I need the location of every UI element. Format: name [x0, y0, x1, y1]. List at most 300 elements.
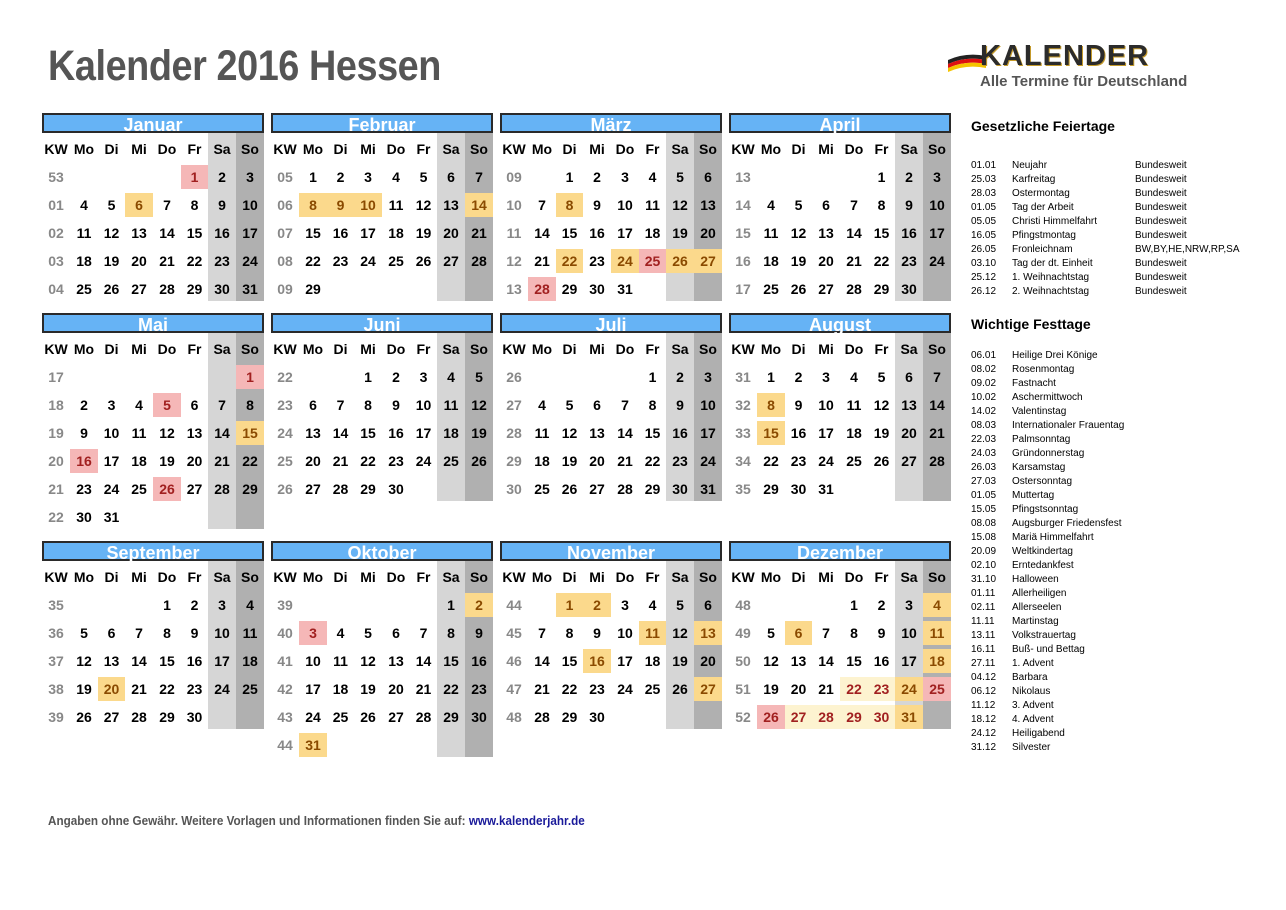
weekday-header: KW [273, 341, 297, 357]
weekday-header: Di [104, 341, 119, 357]
festive-day-row [971, 713, 1271, 727]
weekday-header: KW [731, 569, 755, 585]
festive-name: Halloween [1012, 574, 1059, 585]
day-cell: 19 [790, 253, 807, 269]
holiday-date: 05.05 [971, 216, 997, 227]
weekday-header: Fr [187, 341, 202, 357]
day-cell: 14 [818, 653, 834, 669]
week-number: 43 [277, 709, 293, 725]
day-cell: 21 [929, 425, 945, 441]
day-cell: 7 [419, 625, 428, 641]
week-number: 16 [735, 253, 751, 269]
day-cell: 4 [336, 625, 345, 641]
day-cell: 28 [131, 709, 147, 725]
day-cell: 22 [644, 453, 661, 469]
festday-day: 31 [299, 733, 327, 757]
weekday-header: Di [104, 141, 119, 157]
day-cell: 4 [447, 369, 455, 385]
day-cell: 14 [846, 225, 862, 241]
day-cell: 16 [901, 225, 917, 241]
day-cell: 17 [700, 425, 716, 441]
weekday-header: KW [502, 141, 526, 157]
festive-name: Ostersonntag [1012, 476, 1073, 487]
day-cell: 26 [790, 281, 807, 297]
month-grid [271, 133, 493, 301]
day-cell: 29 [242, 481, 258, 497]
week-number: 37 [48, 653, 64, 669]
weekday-header: Mi [589, 341, 605, 357]
day-cell: 4 [246, 597, 254, 613]
holiday-date: 03.10 [971, 258, 997, 269]
week-number: 35 [735, 481, 751, 497]
day-cell: 28 [617, 481, 633, 497]
day-cell: 27 [186, 481, 203, 497]
day-cell: 19 [76, 681, 92, 697]
festive-date: 24.12 [971, 728, 997, 739]
week-number: 18 [48, 397, 64, 413]
day-cell: 17 [818, 425, 834, 441]
week-number: 22 [277, 369, 293, 385]
weekday-header: KW [44, 569, 68, 585]
day-cell: 30 [589, 709, 605, 725]
weekday-header: Di [791, 341, 806, 357]
month-april [729, 113, 951, 297]
festday-day: 8 [299, 193, 327, 217]
holiday-day: 25 [923, 677, 951, 701]
week-number: 25 [277, 453, 293, 469]
holiday-date: 26.05 [971, 244, 997, 255]
festive-name: Pfingstsonntag [1012, 504, 1079, 515]
day-cell: 29 [763, 481, 779, 497]
day-cell: 15 [561, 225, 578, 241]
weekday-header: Mo [73, 141, 95, 157]
day-cell: 2 [218, 169, 226, 185]
holiday-name: Karfreitag [1012, 174, 1056, 185]
day-cell: 12 [873, 397, 890, 413]
month-grid [500, 333, 722, 501]
weekday-header: Mi [360, 141, 376, 157]
weekday-header: Do [615, 341, 635, 357]
holiday-region: BW,BY,HE,NRW,RP,SA [1135, 244, 1240, 255]
festive-date: 14.02 [971, 406, 997, 417]
festive-day-row [971, 489, 1271, 503]
weekday-header: Do [844, 569, 864, 585]
day-cell: 20 [443, 225, 459, 241]
week-number: 12 [506, 253, 522, 269]
holiday-region: Bundesweit [1135, 202, 1187, 213]
day-cell: 9 [905, 197, 913, 213]
week-number: 08 [277, 253, 293, 269]
festive-day-row [971, 629, 1271, 643]
day-cell: 2 [336, 169, 345, 185]
day-cell: 4 [80, 197, 88, 213]
day-cell: 23 [214, 253, 230, 269]
weekday-header: Do [844, 341, 864, 357]
day-cell: 21 [818, 681, 834, 697]
festive-date: 10.02 [971, 392, 997, 403]
day-cell: 23 [672, 453, 688, 469]
festive-name: Heilige Drei Könige [1012, 350, 1098, 361]
festive-date: 26.03 [971, 462, 997, 473]
festive-name: Buß- und Bettag [1012, 644, 1085, 655]
festive-day-row [971, 447, 1271, 461]
day-cell: 3 [107, 397, 116, 413]
day-cell: 21 [846, 253, 862, 269]
day-cell: 4 [648, 597, 657, 613]
logo-subtitle: Alle Termine für Deutschland [980, 73, 1188, 90]
day-cell: 22 [443, 681, 459, 697]
weekday-header: Mo [760, 141, 782, 157]
legal-holidays-heading: Gesetzliche Feiertage [971, 118, 1115, 134]
day-cell: 7 [218, 397, 226, 413]
day-cell: 16 [790, 425, 807, 441]
festive-name: Gründonnerstag [1012, 448, 1085, 459]
day-cell: 27 [901, 453, 917, 469]
day-cell: 20 [700, 653, 716, 669]
kalender-logo[interactable] [946, 40, 1216, 95]
festive-date: 01.05 [971, 490, 997, 501]
day-cell: 9 [80, 425, 88, 441]
day-cell: 23 [868, 677, 895, 701]
festive-day-row [971, 727, 1271, 741]
day-cell: 8 [246, 397, 254, 413]
weekday-header: Sa [442, 569, 460, 585]
weekday-header: Do [157, 569, 177, 585]
weekday-header: Fr [645, 341, 660, 357]
festive-name: Augsburger Friedensfest [1012, 518, 1122, 529]
weekday-header: Di [562, 341, 577, 357]
day-cell: 1 [447, 597, 455, 613]
day-cell: 7 [475, 169, 483, 185]
week-number: 01 [48, 197, 64, 213]
day-cell: 25 [846, 453, 862, 469]
festday-day: 24 [611, 249, 639, 273]
day-cell: 11 [131, 425, 147, 441]
day-cell: 10 [818, 397, 834, 413]
day-cell: 21 [214, 453, 230, 469]
week-number: 32 [735, 397, 751, 413]
day-cell: 1 [163, 597, 171, 613]
day-cell: 5 [475, 369, 483, 385]
month-grid [500, 133, 722, 301]
day-cell: 23 [186, 681, 203, 697]
day-cell: 20 [790, 681, 807, 697]
day-cell: 22 [159, 681, 175, 697]
festive-date: 06.12 [971, 686, 997, 697]
festive-day-row [971, 671, 1271, 685]
day-cell: 21 [534, 681, 550, 697]
month-header: Mai [42, 313, 264, 333]
page-title: Kalender 2016 Hessen [48, 42, 441, 90]
day-cell: 27 [388, 709, 404, 725]
legal-holiday-row [971, 243, 1271, 257]
legal-holiday-row [971, 257, 1271, 271]
month-header: Dezember [729, 541, 951, 561]
weekday-header: Mo [760, 569, 782, 585]
month-header: Januar [42, 113, 264, 133]
weekday-header: Fr [416, 341, 431, 357]
month-grid [500, 561, 722, 729]
weekday-header: Mi [818, 341, 834, 357]
festive-day-row [971, 643, 1271, 657]
festday-day: 13 [694, 621, 722, 645]
day-cell: 3 [704, 369, 712, 385]
holiday-date: 25.03 [971, 174, 997, 185]
day-cell: 4 [135, 397, 143, 413]
day-cell: 24 [103, 481, 120, 497]
day-cell: 27 [103, 709, 120, 725]
day-cell: 17 [415, 425, 432, 441]
day-cell: 18 [131, 453, 147, 469]
day-cell: 18 [332, 681, 349, 697]
holiday-date: 26.12 [971, 286, 997, 297]
holiday-name: Pfingstmontag [1012, 230, 1076, 241]
festday-day: 8 [556, 193, 583, 217]
day-cell: 23 [76, 481, 92, 497]
week-number: 31 [735, 369, 751, 385]
day-cell: 30 [186, 709, 203, 725]
day-cell: 1 [565, 169, 574, 185]
day-cell: 15 [360, 425, 376, 441]
holiday-day: 25 [639, 249, 666, 273]
festive-day-row [971, 559, 1271, 573]
day-cell: 6 [704, 597, 712, 613]
festive-name: Erntedankfest [1012, 560, 1074, 571]
festive-name: 3. Advent [1012, 700, 1054, 711]
week-number: 27 [506, 397, 522, 413]
day-cell: 13 [186, 425, 203, 441]
day-cell: 8 [565, 625, 574, 641]
week-number: 09 [506, 169, 522, 185]
festive-name: Internationaler Frauentag [1012, 420, 1125, 431]
day-cell: 10 [242, 197, 258, 213]
day-cell: 29 [186, 281, 203, 297]
day-cell: 28 [415, 709, 432, 725]
week-number: 24 [277, 425, 293, 441]
day-cell: 28 [534, 709, 550, 725]
festive-name: Fastnacht [1012, 378, 1056, 389]
weekday-header: Do [844, 141, 864, 157]
festive-name: Palmsonntag [1012, 434, 1071, 445]
day-cell: 5 [419, 169, 428, 185]
weekday-header: Mo [302, 569, 324, 585]
day-cell: 26 [360, 709, 376, 725]
weekday-header: Fr [187, 569, 202, 585]
day-cell: 13 [443, 197, 459, 213]
day-cell: 21 [471, 225, 487, 241]
week-number: 04 [48, 281, 64, 297]
day-cell: 24 [700, 453, 716, 469]
festday-day: 8 [757, 393, 785, 417]
day-cell: 25 [443, 453, 459, 469]
day-cell: 30 [388, 481, 404, 497]
day-cell: 14 [131, 653, 147, 669]
weekday-header: Sa [900, 341, 918, 357]
day-cell: 13 [131, 225, 147, 241]
day-cell: 25 [644, 681, 661, 697]
day-cell: 4 [648, 169, 657, 185]
day-cell: 15 [305, 225, 321, 241]
legal-holiday-row [971, 173, 1271, 187]
day-cell: 1 [767, 369, 775, 385]
festive-date: 04.12 [971, 672, 997, 683]
holiday-date: 25.12 [971, 272, 997, 283]
day-cell: 15 [846, 653, 862, 669]
day-cell: 25 [332, 709, 349, 725]
day-cell: 21 [415, 681, 432, 697]
week-number: 41 [277, 653, 293, 669]
day-cell: 12 [103, 225, 120, 241]
week-number: 11 [506, 225, 522, 241]
day-cell: 9 [593, 197, 601, 213]
day-cell: 11 [846, 397, 862, 413]
month-mai [42, 313, 264, 525]
day-cell: 17 [617, 653, 633, 669]
footer-link[interactable]: www.kalenderjahr.de [468, 813, 585, 828]
day-cell: 30 [589, 281, 605, 297]
festday-day: 2 [583, 593, 611, 617]
festive-date: 18.12 [971, 714, 997, 725]
week-number: 05 [277, 169, 293, 185]
day-cell: 23 [901, 253, 917, 269]
day-cell: 21 [534, 253, 550, 269]
holiday-region: Bundesweit [1135, 188, 1187, 199]
festive-day-row [971, 741, 1271, 755]
day-cell: 18 [644, 653, 661, 669]
festive-name: Valentinstag [1012, 406, 1067, 417]
festday-day: 2 [465, 593, 493, 617]
weekday-header: Mi [131, 569, 147, 585]
festive-name: Nikolaus [1012, 686, 1051, 697]
day-cell: 18 [76, 253, 92, 269]
festday-day: 11 [923, 621, 951, 645]
day-cell: 12 [763, 653, 779, 669]
festive-name: Muttertag [1012, 490, 1055, 501]
festday-day: 6 [125, 193, 153, 217]
day-cell: 18 [388, 225, 404, 241]
legal-holiday-row [971, 201, 1271, 215]
festive-date: 16.11 [971, 644, 996, 655]
festive-name: Volkstrauertag [1012, 630, 1076, 641]
weekday-header: Fr [874, 341, 889, 357]
weekday-header: So [470, 141, 488, 157]
footer [48, 813, 585, 828]
day-cell: 11 [443, 397, 459, 413]
day-cell: 21 [131, 681, 147, 697]
day-cell: 31 [700, 481, 716, 497]
week-number: 10 [506, 197, 522, 213]
day-cell: 7 [336, 397, 345, 413]
day-cell: 17 [103, 453, 120, 469]
weekday-header: KW [44, 141, 68, 157]
day-cell: 7 [850, 197, 858, 213]
day-cell: 11 [333, 653, 348, 669]
weekday-header: Mo [302, 341, 324, 357]
weekday-header: KW [502, 569, 526, 585]
day-cell: 29 [443, 709, 459, 725]
day-cell: 17 [617, 225, 633, 241]
day-cell: 28 [332, 481, 349, 497]
day-cell: 20 [131, 253, 147, 269]
festday-day: 15 [236, 421, 264, 445]
month-header: Juni [271, 313, 493, 333]
month-header: August [729, 313, 951, 333]
weekday-header: Di [333, 141, 348, 157]
holiday-day: 3 [299, 621, 327, 645]
legal-holidays-list [971, 159, 1271, 299]
day-cell: 21 [617, 453, 633, 469]
weekday-header: Do [615, 141, 635, 157]
festive-name: Heiligabend [1012, 728, 1065, 739]
day-cell: 19 [561, 453, 578, 469]
day-cell: 6 [190, 397, 199, 413]
day-cell: 25 [76, 281, 92, 297]
weekday-header: KW [44, 341, 68, 357]
weekday-header: Do [386, 141, 406, 157]
day-cell: 30 [471, 709, 487, 725]
day-cell: 20 [700, 225, 716, 241]
festive-date: 02.10 [971, 560, 997, 571]
day-cell: 31 [103, 509, 120, 525]
day-cell: 3 [246, 169, 254, 185]
day-cell: 22 [305, 253, 321, 269]
day-cell: 3 [364, 169, 372, 185]
day-cell: 30 [790, 481, 807, 497]
day-cell: 17 [929, 225, 945, 241]
weekday-header: Mi [131, 141, 147, 157]
week-number: 46 [506, 653, 522, 669]
week-number: 20 [48, 453, 64, 469]
weekday-header: So [928, 341, 946, 357]
weekday-header: KW [273, 141, 297, 157]
weekday-header: Mi [589, 141, 605, 157]
holiday-region: Bundesweit [1135, 258, 1187, 269]
festive-name: Silvester [1012, 742, 1051, 753]
week-number: 40 [277, 625, 293, 641]
day-cell: 31 [617, 281, 633, 297]
day-cell: 6 [447, 169, 455, 185]
festive-name: Barbara [1012, 672, 1048, 683]
day-cell: 31 [242, 281, 258, 297]
festive-date: 31.12 [971, 742, 997, 753]
legal-holiday-row [971, 215, 1271, 229]
day-cell: 30 [76, 509, 92, 525]
day-cell: 27 [443, 253, 459, 269]
day-cell: 25 [242, 681, 258, 697]
festday-day: 27 [694, 249, 722, 273]
day-cell: 5 [107, 197, 116, 213]
day-cell: 6 [392, 625, 400, 641]
day-cell: 5 [794, 197, 803, 213]
day-cell: 10 [929, 197, 945, 213]
day-cell: 24 [929, 253, 945, 269]
day-cell: 17 [242, 225, 258, 241]
month-grid [729, 561, 951, 729]
festday-day: 15 [757, 421, 785, 445]
holiday-region: Bundesweit [1135, 160, 1187, 171]
day-cell: 7 [933, 369, 941, 385]
month-grid [729, 133, 951, 301]
day-cell: 22 [360, 453, 376, 469]
festday-day: 31 [895, 705, 923, 729]
week-number: 06 [277, 197, 293, 213]
day-cell: 6 [704, 169, 712, 185]
day-cell: 9 [392, 397, 400, 413]
weekday-header: Do [615, 569, 635, 585]
day-cell: 28 [929, 453, 945, 469]
holiday-day: 26 [153, 477, 181, 501]
day-cell: 14 [929, 397, 945, 413]
